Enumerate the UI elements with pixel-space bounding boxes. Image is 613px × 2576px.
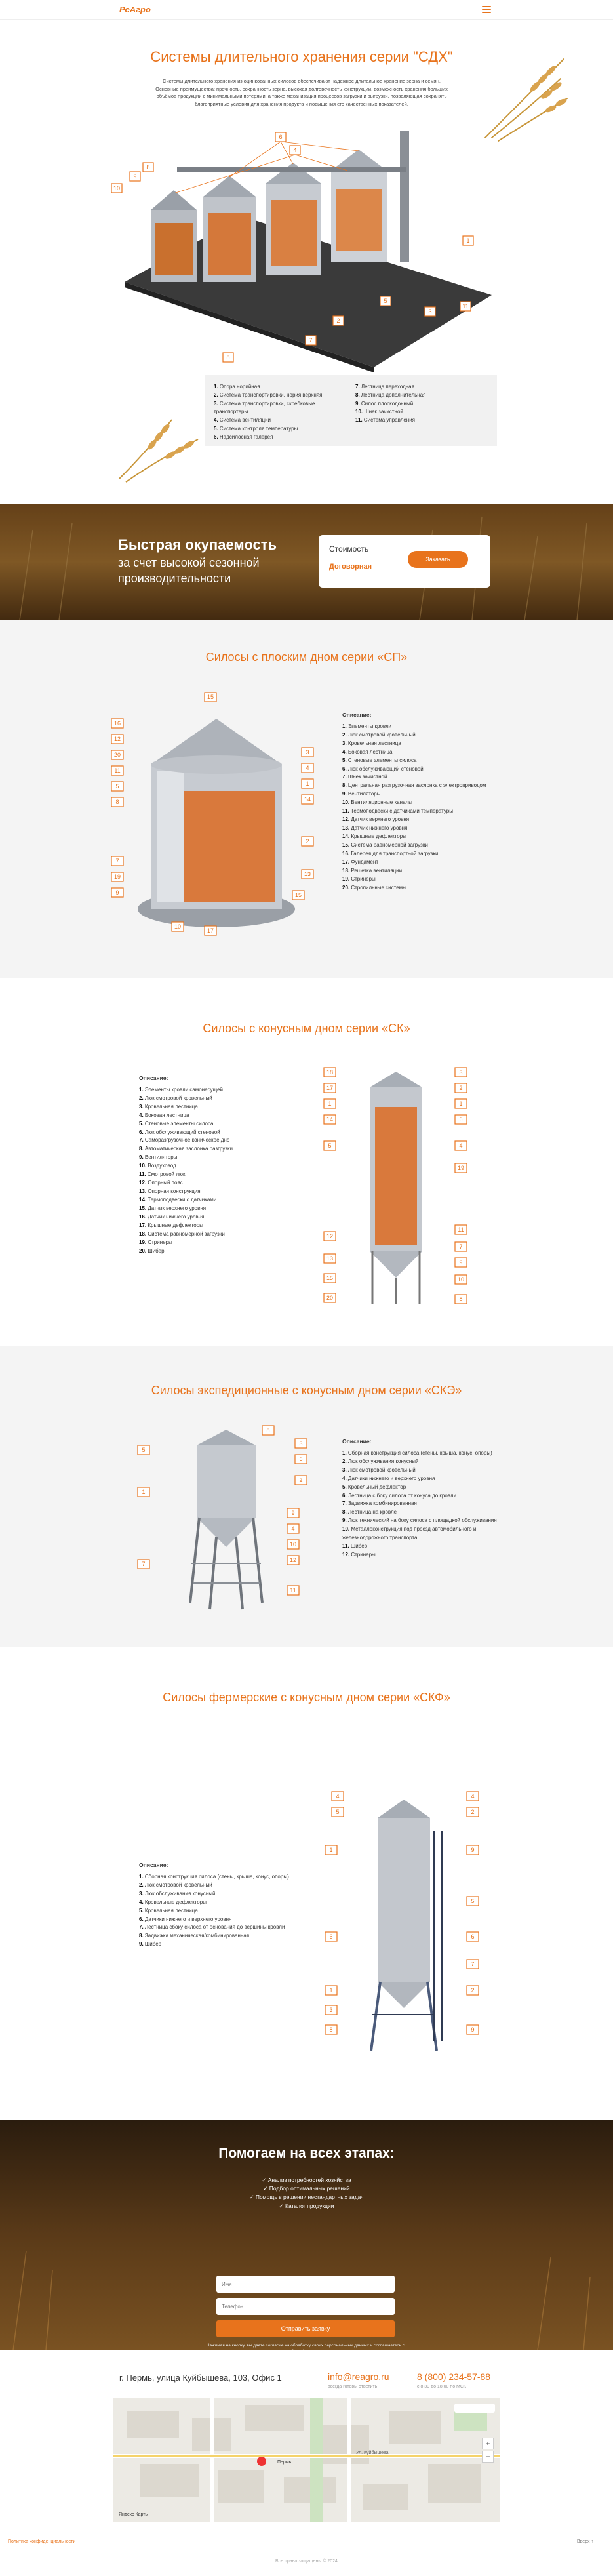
address: г. Пермь, улица Куйбышева, 103, Офис 1 — [119, 2373, 282, 2383]
svg-text:11: 11 — [458, 1226, 464, 1233]
legend-item: 5. Система контроля температуры — [214, 425, 298, 432]
skf-section — [0, 1647, 613, 2120]
list-item: 5. Стеновые элементы силоса — [139, 1120, 214, 1127]
callout-9 — [111, 888, 123, 897]
callout-1 — [138, 1487, 149, 1497]
list-item: 2. Люк смотровой кровельный — [342, 731, 416, 738]
svg-text:1: 1 — [329, 1847, 333, 1853]
sk-list — [139, 1086, 303, 1256]
callout-18 — [324, 1068, 336, 1077]
callout-4 — [287, 1524, 299, 1533]
callout-11 — [287, 1586, 299, 1595]
sp-section — [0, 620, 613, 978]
callout-5 — [111, 782, 123, 791]
svg-text:10: 10 — [174, 923, 182, 930]
callout-8b — [223, 353, 233, 362]
email-link[interactable]: info@reagro.ru — [328, 2371, 389, 2382]
ske-illustration — [138, 1426, 315, 1616]
callout-6 — [295, 1455, 307, 1464]
list-item: 2. Люк обслуживания конусный — [342, 1458, 419, 1464]
wheat-icon — [472, 46, 570, 144]
svg-text:17: 17 — [207, 927, 214, 934]
legend-item: 1. Опора норийная — [214, 384, 260, 390]
svg-text:1: 1 — [328, 1100, 332, 1107]
svg-text:15: 15 — [207, 694, 214, 700]
callout-16 — [111, 719, 123, 728]
list-item: 8. Лестница на кровле — [342, 1509, 397, 1516]
list-item: 8. Автоматическая заслонка разгрузки — [139, 1146, 233, 1152]
svg-text:13: 13 — [304, 871, 311, 877]
callout-8 — [143, 163, 153, 172]
list-item: 9. Вентиляторы — [342, 791, 381, 797]
banner-heading: Быстрая окупаемость — [118, 536, 277, 553]
callout-14 — [324, 1115, 336, 1124]
sdh-illustration — [111, 131, 505, 374]
callout-4 — [302, 763, 313, 773]
list-item: 11. Смотровой люк — [139, 1171, 186, 1178]
list-item: 17. Фундамент — [342, 859, 379, 866]
sp-description: Описание: 1. Элементы кровли 2. Люк смотровой кровельный 3. Кровельная лестница 4. Боковая лестница 5. Стеновые элементы силоса 6. Люк обслуживающий стеновой 7. Шнек зачистной 8. Центральная разгрузочная заслонка с электроприводом 9. Вентиляторы 10. Вентиляционные каналы 11. Термоподвески с датчиками температуры 12. Датчик верхнего уровня 13. Датчик нижнего уровня 14. Крышные дефлекторы 15. Система равномерной загрузки 16. Галерея для транспортной загрузки 17. Фундамент 18. Решетка вентиляции 19. Стринеры 20. Стропильные системы — [342, 711, 500, 893]
svg-text:2: 2 — [306, 838, 309, 845]
price-value: Договорная — [329, 563, 372, 571]
skf-title: Силосы фермерские с конусным дном серии «СКФ» — [163, 1691, 450, 1704]
svg-text:19: 19 — [113, 874, 121, 880]
logo[interactable]: РеАгро — [119, 5, 151, 14]
svg-text:4: 4 — [291, 1525, 295, 1532]
list-item: 12. Датчик верхнего уровня — [342, 816, 410, 823]
list-item: 11. Шибер — [342, 1543, 368, 1550]
callout-4r — [467, 1792, 479, 1801]
list-item: 6. Лестница с боку силоса от конуса до кровли — [342, 1492, 456, 1499]
callout-4 — [455, 1141, 467, 1150]
legend-item: 10. Шнек зачистной — [355, 409, 403, 415]
svg-text:5: 5 — [328, 1142, 332, 1149]
list-item: 6. Люк обслуживающий стеновой — [342, 765, 424, 772]
svg-text:1: 1 — [142, 1489, 146, 1495]
callout-10 — [455, 1275, 467, 1284]
list-item: ✓ Подбор оптимальных решений — [263, 2185, 350, 2192]
legend-item: 3. Система транспортировки, скребковые транспортеры — [214, 400, 315, 415]
callout-9 — [467, 1845, 479, 1855]
svg-text:3: 3 — [459, 1069, 463, 1076]
price-card — [319, 535, 490, 588]
callout-1a — [324, 1099, 336, 1108]
callout-9 — [287, 1508, 299, 1518]
legend-left — [214, 383, 346, 438]
list-item: 7. Задвижка комбинированная — [342, 1500, 417, 1507]
list-item: 20. Шибер — [139, 1247, 165, 1254]
svg-text:11: 11 — [290, 1587, 296, 1594]
phone-note: с 8:30 до 18:00 по МСК — [417, 2385, 466, 2389]
svg-text:5: 5 — [142, 1447, 146, 1453]
callout-4 — [290, 146, 300, 155]
svg-text:15: 15 — [326, 1275, 334, 1281]
svg-text:9: 9 — [471, 1847, 475, 1853]
name-input[interactable] — [216, 2276, 395, 2293]
callout-20 — [324, 1293, 336, 1302]
callout-15 — [324, 1274, 336, 1283]
sk-description: Описание: 1. Элементы кровли самонесущей 2. Люк смотровой кровельный 3. Кровельная лестница 4. Боковая лестница 5. Стеновые элементы силоса 6. Люк обслуживающий стеновой 7. Саморазгрузочное коническое дно 8. Автоматическая заслонка разгрузки 9. Вентиляторы 10. Воздуховод 11. Смотровой люк 12. Опорный пояс 13. Опорная конструкция 14. Термоподвески с датчиками 15. Датчик верхнего уровня 16. Датчик нижнего уровня 17. Крышные дефлекторы 18. Система равномерной загрузки 19. Стринеры 20. Шибер — [139, 1074, 303, 1256]
callout-17 — [324, 1083, 336, 1093]
svg-text:18: 18 — [326, 1069, 334, 1076]
callout-5 — [324, 1141, 336, 1150]
banner-subheading: за счет высокой сезонной производительности — [118, 556, 260, 586]
callout-6r — [467, 1932, 479, 1941]
svg-text:10: 10 — [113, 185, 121, 191]
svg-text:1: 1 — [306, 780, 309, 787]
callout-7 — [138, 1560, 149, 1569]
svg-text:17: 17 — [326, 1085, 334, 1091]
callout-1 — [302, 779, 313, 788]
ske-description: Описание: 1. Сборная конструкция силоса (стены, крыша, конус, опоры) 2. Люк обслуживания конусный 3. Люк смотровой кровельный 4. Датчики нижнего и верхнего уровня 5. Кровельный дефлектор 6. Лестница с боку силоса от конуса до кровли 7. Задвижка комбинированная 8. Лестница на кровле 9. Люк технический на боку силоса с площадкой обслуживания 10. Металлоконструкция под проезд автомобильного и железнодорожного транспорта 11. Шибер 12. Стринеры — [342, 1438, 500, 1560]
phone-link[interactable]: 8 (800) 234-57-88 — [417, 2371, 491, 2382]
list-item: 4. Кровельные дефлекторы — [139, 1899, 207, 1905]
svg-text:11: 11 — [462, 303, 469, 310]
svg-text:3: 3 — [299, 1440, 303, 1447]
payback-banner — [0, 504, 613, 620]
svg-text:7: 7 — [115, 858, 119, 864]
list-item: 8. Центральная разгрузочная заслонка с электроприводом — [342, 782, 486, 789]
sk-illustration — [324, 1068, 475, 1323]
intro-section — [0, 20, 613, 489]
legend-right — [355, 383, 488, 438]
callout-13 — [324, 1254, 336, 1263]
form-title: Помогаем на всех этапах: — [218, 2146, 395, 2161]
callout-1b — [325, 1986, 337, 1995]
list-item: 12. Стринеры — [342, 1552, 376, 1558]
svg-text:20: 20 — [326, 1295, 334, 1301]
callout-6 — [275, 132, 286, 142]
zoom-out-button[interactable]: − — [482, 2451, 494, 2463]
callout-17 — [205, 926, 216, 935]
price-label: Стоимость — [329, 544, 369, 553]
list-item: 10. Воздуховод — [139, 1163, 176, 1169]
callout-5r — [467, 1897, 479, 1906]
svg-text:7: 7 — [459, 1243, 463, 1250]
svg-text:7: 7 — [142, 1561, 146, 1567]
list-item: 3. Люк смотровой кровельный — [342, 1466, 416, 1473]
footer-note: Все права защищены © 2024 — [275, 2559, 338, 2564]
phone-input[interactable] — [216, 2298, 395, 2315]
svg-text:19: 19 — [457, 1165, 465, 1171]
list-item: ✓ Анализ потребностей хозяйства — [262, 2177, 351, 2183]
svg-text:10: 10 — [289, 1541, 297, 1548]
callout-2 — [455, 1083, 467, 1093]
svg-text:3: 3 — [306, 749, 309, 755]
list-item: 3. Кровельная лестница — [139, 1103, 198, 1110]
list-item: 18. Решетка вентиляции — [342, 867, 403, 874]
svg-text:20: 20 — [113, 752, 121, 758]
svg-text:16: 16 — [113, 720, 121, 727]
consent-note: Нажимая на кнопку, вы даете согласие на обработку своих персональных данных и соглашаетесь с — [206, 2343, 405, 2348]
list-item: 20. Стропильные системы — [342, 884, 406, 891]
svg-text:4: 4 — [293, 147, 297, 153]
svg-text:3: 3 — [428, 308, 432, 315]
svg-text:10: 10 — [457, 1276, 465, 1283]
svg-text:6: 6 — [471, 1933, 475, 1940]
callout-3 — [455, 1068, 467, 1077]
svg-text:1: 1 — [329, 1987, 333, 1994]
svg-text:2: 2 — [471, 1987, 475, 1994]
legend-item: 7. Лестница переходная — [355, 384, 414, 390]
list-item: 19. Стринеры — [342, 875, 376, 882]
callout-12 — [287, 1556, 299, 1565]
svg-text:8: 8 — [146, 164, 150, 171]
list-item: 13. Опорная конструкция — [139, 1188, 201, 1195]
svg-text:5: 5 — [384, 298, 387, 304]
svg-text:4: 4 — [336, 1793, 340, 1800]
list-item: 9. Вентиляторы — [139, 1154, 178, 1161]
callout-10 — [172, 922, 184, 931]
list-item: 17. Крышные дефлекторы — [139, 1222, 203, 1229]
callout-9r — [467, 2025, 479, 2034]
callout-2 — [295, 1476, 307, 1485]
list-item: 5. Стеновые элементы силоса — [342, 757, 417, 763]
list-item: 1. Сборная конструкция силоса (стены, крыша, конус, опоры) — [139, 1873, 289, 1880]
svg-text:2: 2 — [471, 1809, 475, 1815]
svg-text:15: 15 — [294, 892, 302, 898]
list-item: 10. Вентиляционные каналы — [342, 799, 412, 806]
callout-7 — [455, 1242, 467, 1251]
callout-1 — [463, 236, 473, 245]
sdh-legend — [205, 375, 497, 446]
sk-section — [0, 978, 613, 1346]
legend-item: 2. Система транспортировки, нория верхняя — [214, 392, 323, 398]
callout-2 — [333, 316, 344, 325]
legend-item: 8. Лестница дополнительная — [355, 392, 426, 398]
list-item: 2. Люк смотровой кровельный — [139, 1882, 212, 1888]
list-item: 3. Люк обслуживания конусный — [139, 1890, 216, 1897]
list-item: 12. Опорный пояс — [139, 1180, 183, 1186]
svg-text:12: 12 — [113, 736, 121, 742]
sp-illustration — [111, 693, 321, 942]
callout-19 — [111, 872, 123, 881]
svg-text:14: 14 — [326, 1116, 334, 1123]
list-item: ✓ Помощь в решении нестандартных задач — [249, 2194, 364, 2201]
map-city-label: Пермь — [277, 2460, 292, 2465]
callout-19 — [455, 1163, 467, 1173]
callout-3 — [325, 2005, 337, 2015]
svg-text:9: 9 — [471, 2026, 475, 2033]
svg-text:2: 2 — [299, 1477, 303, 1483]
callout-6 — [455, 1115, 467, 1124]
callout-2 — [302, 837, 313, 846]
request-form-section — [0, 2120, 613, 2350]
svg-text:1: 1 — [459, 1100, 463, 1107]
svg-text:9: 9 — [115, 889, 119, 896]
svg-text:12: 12 — [326, 1233, 334, 1239]
svg-text:11: 11 — [114, 767, 121, 774]
callout-8 — [262, 1426, 274, 1435]
callout-9 — [130, 172, 140, 181]
callout-4 — [332, 1792, 344, 1801]
sp-list — [342, 723, 500, 893]
svg-text:9: 9 — [291, 1510, 295, 1516]
list-item: 11. Термоподвески с датчиками температуры — [342, 808, 453, 815]
callout-12 — [324, 1232, 336, 1241]
list-item: 3. Кровельная лестница — [342, 740, 401, 746]
callout-13 — [302, 870, 313, 879]
list-item: 18. Система равномерной загрузки — [139, 1230, 225, 1237]
svg-text:6: 6 — [459, 1116, 463, 1123]
svg-text:9: 9 — [133, 173, 137, 180]
map-street-label: Ул. Куйбышева — [356, 2451, 389, 2455]
svg-text:4: 4 — [471, 1793, 475, 1800]
callout-5 — [138, 1445, 149, 1455]
svg-text:7: 7 — [309, 337, 313, 344]
form-points — [0, 2176, 613, 2211]
map-canvas[interactable] — [113, 2398, 500, 2522]
callout-7 — [111, 856, 123, 866]
svg-text:8: 8 — [459, 1296, 463, 1302]
legend-item: 4. Система вентиляции — [214, 417, 271, 424]
svg-text:1: 1 — [466, 237, 470, 244]
list-item: 19. Стринеры — [139, 1239, 172, 1245]
email-note: всегда готовы ответить — [328, 2385, 378, 2389]
list-item: ✓ Каталог продукции — [279, 2202, 334, 2209]
list-item: 9. Шибер — [139, 1941, 162, 1948]
wheat-icon — [113, 413, 205, 485]
callout-11 — [111, 766, 123, 775]
svg-text:5: 5 — [471, 1898, 475, 1904]
svg-text:8: 8 — [226, 354, 230, 361]
callout-12 — [111, 735, 123, 744]
list-item: 1. Сборная конструкция силоса (стены, крыша, конус, опоры) — [342, 1449, 492, 1456]
list-item: 15. Датчик верхнего уровня — [139, 1205, 207, 1212]
callout-11 — [455, 1225, 467, 1234]
header — [0, 0, 613, 20]
zoom-in-button[interactable]: + — [482, 2438, 494, 2449]
ske-title: Силосы экспедиционные с конусным дном серии «СКЭ» — [151, 1384, 462, 1397]
callout-10 — [287, 1540, 299, 1549]
legend-item: 11. Система управления — [355, 417, 415, 424]
callout-8 — [455, 1295, 467, 1304]
privacy-policy-link[interactable]: Политика конфиденциальности — [8, 2539, 76, 2544]
list-item: 7. Шнек зачистной — [342, 774, 387, 780]
menu-icon[interactable] — [482, 6, 491, 13]
list-item: 14. Термоподвески с датчиками — [139, 1197, 217, 1203]
callout-3 — [425, 307, 435, 316]
svg-text:14: 14 — [304, 796, 311, 803]
list-item: 16. Галерея для транспортной загрузки — [342, 851, 439, 857]
list-item: 7. Лестница сбоку силоса от основания до вершины кровли — [139, 1924, 285, 1931]
callout-2r — [467, 1986, 479, 1995]
callout-15b — [292, 891, 304, 900]
sp-title: Силосы с плоским дном серии «СП» — [205, 651, 408, 664]
ske-list — [342, 1449, 500, 1560]
svg-text:6: 6 — [329, 1933, 333, 1940]
callout-7 — [467, 1960, 479, 1969]
svg-text:5: 5 — [115, 783, 119, 790]
map-provider-label[interactable]: Яндекс Карты — [119, 2512, 149, 2517]
callout-6 — [325, 1932, 337, 1941]
callout-3 — [295, 1439, 307, 1448]
svg-text:6: 6 — [299, 1456, 303, 1462]
list-item: 8. Задвижка механическая/комбинированная — [139, 1933, 250, 1939]
order-button[interactable]: Заказать — [408, 551, 468, 568]
scroll-top-button[interactable]: Вверх ↑ — [577, 2539, 593, 2544]
list-item: 10. Металлоконструкция под проезд автомобильного и железнодорожного транспорта — [342, 1526, 477, 1541]
list-item: 1. Элементы кровли самонесущей — [139, 1086, 224, 1093]
svg-text:6: 6 — [279, 134, 283, 140]
svg-text:2: 2 — [459, 1085, 463, 1091]
sk-title: Силосы с конусным дном серии «СК» — [203, 1022, 410, 1035]
callout-1 — [455, 1099, 467, 1108]
list-item: 9. Люк технический на боку силоса с площадкой обслуживания — [342, 1518, 497, 1524]
callout-10 — [111, 184, 122, 193]
callout-14 — [302, 795, 313, 804]
svg-text:8: 8 — [266, 1427, 270, 1434]
list-item: 6. Датчики нижнего и верхнего уровня — [139, 1916, 232, 1922]
list-item: 16. Датчик нижнего уровня — [139, 1214, 205, 1220]
list-item: 4. Боковая лестница — [139, 1112, 189, 1118]
svg-text:4: 4 — [306, 765, 309, 771]
map-pin-icon — [257, 2457, 266, 2466]
svg-text:13: 13 — [326, 1255, 334, 1262]
callout-2 — [467, 1807, 479, 1817]
list-item: 4. Боковая лестница — [342, 748, 393, 755]
svg-text:9: 9 — [459, 1259, 463, 1266]
skf-description: Описание: 1. Сборная конструкция силоса (стены, крыша, конус, опоры) 2. Люк смотровой кровельный 3. Люк обслуживания конусный 4. Кровельные дефлекторы 5. Кровельная лестница 6. Датчики нижнего и верхнего уровня 7. Лестница сбоку силоса от основания до вершины кровли 8. Задвижка механическая/комбинированная 9. Шибер — [139, 1861, 303, 1949]
list-item: 13. Датчик нижнего уровня — [342, 825, 408, 832]
map[interactable] — [113, 2398, 500, 2521]
svg-text:2: 2 — [336, 317, 340, 324]
callout-20 — [111, 750, 123, 759]
callout-8 — [111, 797, 123, 807]
contacts-section — [0, 2350, 613, 2576]
intro-lead: Системы длительного хранения из оцинкованных силосов обеспечивают надежное длительное хранение зерна и семян. Основные преимущества: прочность, сохранность зерна, высокая долговечность конструкции, возможность хранения больших объёмов продукции с минимальными потерями, а также механизация процессов загрузки и выгрузки, позволяющая сохранять благоприятные условия для хранения продукта и повышения его качественных показателей. — [155, 78, 448, 107]
send-request-button[interactable]: Отправить заявку — [216, 2320, 395, 2337]
svg-text:5: 5 — [336, 1809, 340, 1815]
svg-text:12: 12 — [289, 1557, 297, 1563]
skf-illustration — [325, 1792, 483, 2061]
list-item: 7. Саморазгрузочное коническое дно — [139, 1137, 230, 1144]
svg-text:8: 8 — [329, 2026, 333, 2033]
callout-9 — [455, 1258, 467, 1267]
list-item: 1. Элементы кровли — [342, 723, 392, 729]
svg-text:4: 4 — [459, 1142, 463, 1149]
ske-section — [0, 1346, 613, 1647]
callout-5 — [380, 296, 391, 306]
svg-text:3: 3 — [329, 2007, 333, 2013]
list-item: 6. Люк обслуживающий стеновой — [139, 1129, 220, 1135]
list-item: 5. Кровельная лестница — [139, 1907, 198, 1914]
skf-list — [139, 1873, 303, 1950]
list-item: 14. Крышные дефлекторы — [342, 834, 406, 840]
callout-8 — [325, 2025, 337, 2034]
callout-5 — [332, 1807, 344, 1817]
legend-item: 6. Надсилосная галерея — [214, 433, 273, 440]
list-item: 15. Система равномерной загрузки — [342, 842, 428, 849]
callout-3 — [302, 748, 313, 757]
callout-15 — [205, 693, 216, 702]
list-item: 5. Кровельный дефлектор — [342, 1483, 406, 1490]
callout-1 — [325, 1845, 337, 1855]
svg-text:8: 8 — [115, 799, 119, 805]
legend-item: 9. Силос плоскодонный — [355, 400, 414, 407]
callout-11 — [460, 302, 471, 311]
callout-7 — [306, 336, 316, 345]
svg-text:7: 7 — [471, 1961, 475, 1967]
list-item: 2. Люк смотровой кровельный — [139, 1095, 212, 1101]
page-title: Системы длительного хранения серии "СДХ" — [150, 49, 453, 65]
list-item: 4. Датчики нижнего и верхнего уровня — [342, 1475, 435, 1481]
